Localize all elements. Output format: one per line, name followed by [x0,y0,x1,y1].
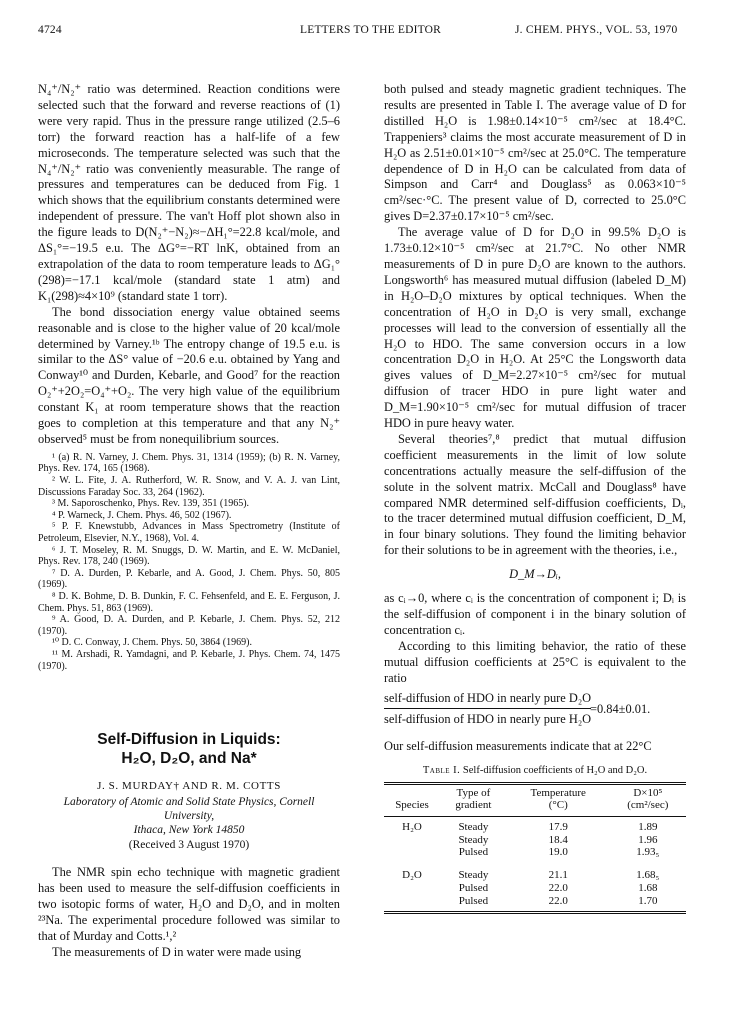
table-caption [384,765,686,776]
fraction-denominator: self-diffusion of HDO in nearly pure H₂O [384,711,592,726]
right-paragraph-1: both pulsed and steady magnetic gradient techniques. The results are presented in Table I. The average value of D for distilled H₂O is 1.98±0.14×10⁻⁵ cm²/sec at 18.4°C. Trappeniers³ claims the most accurate measurement of D in H₂O as 2.51±0.01×10⁻⁵ cm²/sec at 25.0°C. The temperature dependence of D in H₂O can be calculated from data of Simpson and Carr⁴ and Douglass⁵ as 0.063×10⁻⁵ cm²/sec·°C. The present value of D, corrected to 25.0°C gives D=2.37±0.17×10⁻⁵ cm²/sec. [384,82,686,224]
col-header-species: Species [395,799,429,812]
table-caption-text: Self-diffusion coefficients of H₂O and D₂O. [462,764,648,776]
right-paragraph-2: The average value of D for D₂O in 99.5% D₂O is 1.73±0.12×10⁻⁵ cm²/sec at 21.7°C. No other NMR measurements of D in pure D₂O are known to the authors. Longsworth⁶ has measured mutual diffusion (labeled D_M) in H₂O–D₂O mixtures by optical techniques. When the concentration of H₂O in D₂O is very small, exchange processes will lead to the conversion of essentially all the H₂O to HDO. The same conversion occurs in a low concentration D₂O in H₂O. At 25°C the Longsworth data gives values of D_M=2.27×10⁻⁵ cm²/sec for mutual diffusion of tracer HDO in pure light water and D_M=1.90×10⁻⁵ cm²/sec for mutual diffusion of tracer HDO in pure heavy water. [384,225,686,431]
left-paragraph-1: N₄⁺/N₂⁺ ratio was determined. Reaction conditions were selected such that the forward and reverse reactions of (1) were very rapid. Thus in the pressure range utilized (2.5–6 torr) the forward reaction has a half-life of a few microseconds. The temperature selected was such that the N₄⁺/N₂⁺ ratio was conveniently measurable. The range of pressures and temperatures can be deduced from Fig. 1 which shows that the equilibrium constants determined were independent of pressure. The van't Hoff plot shown also in the figure leads to D(N₂⁺−N₂)≈−ΔH₁°=22.8 kcal/mole, and ΔS₁°=−19.5 e.u. The ΔG°=−RT lnK, obtained from an extrapolation of the data to room temperature leads to ΔG₁°(298)=−17.1 kcal/mole (standard state 1 atm) and K₁(298)≈4×10⁹ (standard state 1 torr). [38,82,340,303]
right-paragraph-6: Our self-diffusion measurements indicate that at 22°C [384,738,652,753]
table-label: Table I. [422,764,461,776]
right-paragraph-5: According to this limiting behavior, the ratio of these mutual diffusion coefficients at 25°C is equivalent to the ratio [384,638,686,685]
right-paragraph-4: as cᵢ→0, where cᵢ is the concentration of component i; Dᵢ is the self-diffusion of component i in the binary solution of concentration cᵢ. [384,591,686,637]
table-row: Pulsed 22.0 1.68 [458,881,658,894]
reference-item: ¹¹ M. Arshadi, R. Yamdagni, and P. Kebarle, J. Phys. Chem. 74, 1475 (1970). [38,648,340,672]
article-title-line-2: H₂O, D₂O, and Na* [121,750,257,768]
reference-item: ⁸ D. K. Bohme, D. B. Dunkin, F. C. Fehsenfeld, and E. E. Ferguson, J. Chem. Phys. 51, 863 (1969). [38,590,340,614]
reference-item: ⁶ J. T. Moseley, R. M. Snuggs, D. W. Martin, and E. W. McDaniel, Phys. Rev. 178, 240 (1969). [38,544,340,568]
reference-item: ⁹ A. Good, D. A. Durden, and P. Kebarle, J. Chem. Phys. 52, 212 (1970). [38,614,340,637]
ratio-fraction [384,691,686,731]
table-row: H₂O Steady 17.9 1.89 [384,816,686,833]
affiliation-line-1: Laboratory of Atomic and Solid State Physics, Cornell University, [63,796,315,823]
col-header-type: Type of gradient [455,786,492,812]
table-row: D₂O Steady 21.1 1.68₅ [402,869,660,882]
journal-citation: J. CHEM. PHYS., VOL. 53, 1970 [515,24,678,36]
reference-item: ³ M. Saporoschenko, Phys. Rev. 139, 351 (1965). [52,498,250,510]
reference-item: ¹ (a) R. N. Varney, J. Chem. Phys. 31, 1314 (1959); (b) R. N. Varney, Phys. Rev. 174, 165 (1968). [38,451,340,475]
fraction-numerator: self-diffusion of HDO in nearly pure D₂O [384,691,591,709]
page-number: 4724 [38,24,62,36]
reference-item: ⁵ P. F. Knewstubb, Advances in Mass Spectrometry (Institute of Petroleum, Elsevier, N.Y., 1968), Vol. 4. [38,521,340,544]
left-paragraph-2: The bond dissociation energy value obtained seems reasonable and is close to the higher value of 20 kcal/mole determined by Varney.¹ᵇ The entropy change of 19.5 e.u. is similar to the ΔS° value of −20.6 e.u. obtained by Yang and Conway¹⁰ and Durden, Kebarle, and Good⁷ for the reaction O₂⁺+2O₂=O₄⁺+O₂. The very high value of the equilibrium constant K₁ at room temperature shows that the reaction goes to completion at this temperature and that any N₂⁺ observed⁵ must be from nonequilibrium sources. [38,304,340,446]
right-paragraph-3: Several theories⁷,⁸ predict that mutual diffusion coefficient measurements in the limit of low solute concentrations actually measure the self-diffusion of the solute in the solvent matrix. McCall and Douglass⁸ have compared NMR determined self-diffusion coefficients, Dᵢ, to the tracer determined mutual diffusion coefficient, D_M, in four binary solutions. They found the limiting behavior for their solutions to be in agreement with the theories, i.e., [384,431,686,558]
fraction-result: =0.84±0.01. [590,701,651,716]
received-date: (Received 3 August 1970) [128,839,250,852]
running-title: LETTERS TO THE EDITOR [300,24,442,36]
reference-item: ⁴ P. Warneck, J. Chem. Phys. 46, 502 (1967). [52,509,232,521]
reference-item: ¹⁰ D. C. Conway, J. Chem. Phys. 50, 3864 (1969). [52,637,252,649]
table-row: Pulsed 19.0 1.93₅ [458,846,660,859]
article-title-line-1: Self-Diffusion in Liquids: [97,731,281,749]
affiliation-line-2: Ithaca, New York 14850 [133,824,245,837]
col-header-d: D×10⁵ (cm²/sec) [627,786,669,812]
reference-item: ⁷ D. A. Durden, P. Kebarle, and A. Good, J. Chem. Phys. 50, 805 (1969). [38,567,340,591]
col-header-temperature: Temperature (°C) [530,786,586,812]
left-column [38,82,340,961]
article-paragraph-2: The measurements of D in water were made using [52,944,302,959]
table-row: Pulsed 22.0 1.70 [458,894,658,907]
references-list [38,452,340,672]
article-authors: J. S. MURDAY† AND R. M. COTTS [97,780,281,793]
table-row: Steady 18.4 1.96 [458,833,658,846]
right-column [384,82,686,914]
limit-equation: D_M→Dᵢ, [509,567,561,582]
article-paragraph-1: The NMR spin echo technique with magnetic gradient has been used to measure the self-diffusion coefficients in two isotopic forms of water, H₂O and D₂O, and in molten ²³Na. The experimental procedure followed was similar to that of Murday and Cotts.¹,² [38,865,340,943]
reference-item: ² W. L. Fite, J. A. Rutherford, W. R. Snow, and V. A. J. van Lint, Discussions Faraday Soc. 33, 264 (1962). [38,475,340,498]
diffusion-table [384,782,686,914]
